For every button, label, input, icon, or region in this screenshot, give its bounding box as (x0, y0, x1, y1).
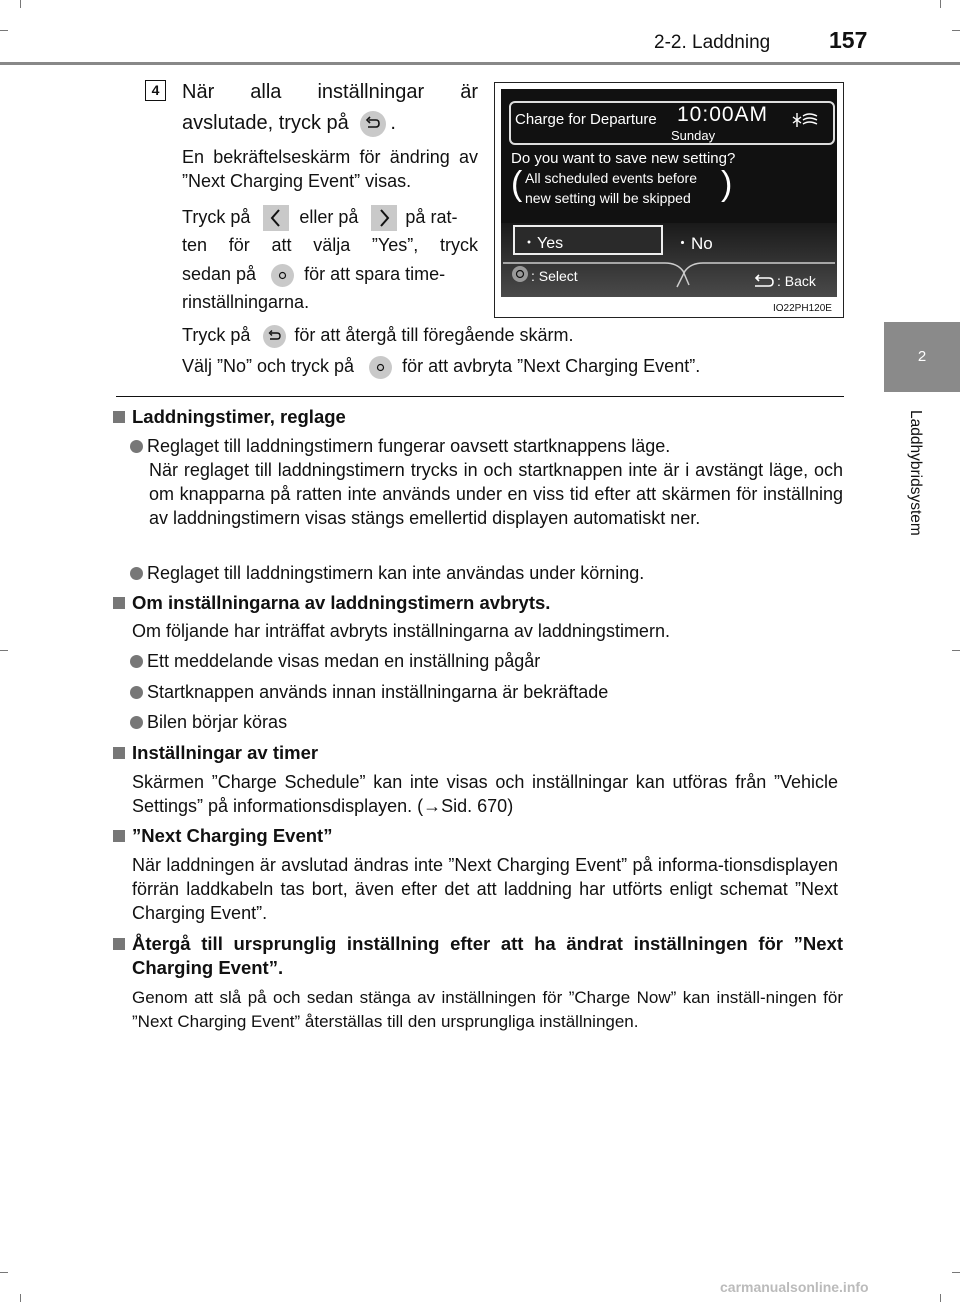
note-2-bullet-3 (130, 710, 850, 734)
step-text: på rat- (405, 207, 458, 227)
crop-mark (952, 650, 960, 651)
step-number: 4 (145, 80, 166, 101)
note-3-title (113, 741, 853, 765)
section-separator (116, 396, 844, 397)
screen-question: Do you want to save new setting? (511, 150, 736, 167)
note-1-bullet-2 (130, 561, 850, 585)
step-line-2 (182, 108, 478, 138)
step-text: Tryck på (182, 207, 251, 227)
screen-day: Sunday (671, 128, 716, 143)
crop-mark (20, 1294, 21, 1302)
step-para-3 (182, 233, 478, 257)
note-2-bullet-1 (130, 649, 850, 673)
step-text: för att avbryta ”Next Charging Event”. (402, 356, 701, 376)
note-5-title (113, 932, 843, 980)
note-3-body: Skärmen ”Charge Schedule” kan inte visas och inställningar kan utföras från ”Vehicle Settings” på informationsdisplayen. (→Sid. 670) (132, 772, 838, 816)
step-para-4 (182, 260, 478, 288)
step-text: avslutade, tryck på (182, 112, 349, 134)
step-para-5: rinställningarna. (182, 292, 310, 312)
step-text: ten för att välja ”Yes”, tryck (182, 235, 478, 255)
page-number: 157 (829, 27, 868, 53)
display-illustration (494, 82, 844, 318)
chevron-left-icon (263, 205, 289, 231)
step-line-1 (182, 77, 478, 107)
note-4-body: När laddningen är avslutad ändras inte ”Next Charging Event” på informa-tionsdisplayen förrän laddkabeln tas bort, även efter det att laddning har utförts enligt schemat ”Next Charging Event”. (132, 855, 838, 923)
step-text: eller på (299, 207, 359, 227)
step-text: Välj ”No” och tryck på (182, 356, 355, 376)
round-bullet-icon (130, 716, 143, 729)
square-bullet-icon (113, 830, 125, 842)
chapter-title: Laddhybridsystem (907, 410, 924, 536)
note-2-bullet-2 (130, 680, 850, 704)
screen-back-icon (751, 273, 777, 291)
section-title: 2-2. Laddning (654, 32, 771, 53)
square-bullet-icon (113, 938, 125, 950)
bullet-text: Bilen börjar köras (147, 712, 288, 732)
climate-icon (791, 107, 821, 133)
note-4-title (113, 824, 853, 848)
crop-mark (0, 1272, 8, 1273)
step-text: . (390, 112, 396, 134)
crop-mark (952, 30, 960, 31)
note-1-bullet-1-line-1 (130, 434, 850, 458)
bullet-text: Reglaget till laddningstimern kan inte användas under körning. (147, 563, 645, 583)
screen-paren: ) (721, 165, 733, 203)
round-bullet-icon (130, 655, 143, 668)
screen-yes-option[interactable] (513, 225, 663, 255)
note-title-text: Återgå till ursprunglig inställning efter att ha ändrat inställningen för ”Next Charging Event”. (132, 933, 843, 978)
note-5-body: Genom att slå på och sedan stänga av inställningen för ”Charge Now” kan inställ-ningen för ”Next Charging Event” återställas till den ursprungliga inställningen. (132, 988, 843, 1031)
round-bullet-icon (130, 440, 143, 453)
back-button-icon (360, 111, 386, 137)
screen-no-option[interactable]: ・No (674, 234, 713, 253)
screen-note-line-1: All scheduled events before (525, 170, 697, 186)
note-1-title (113, 405, 853, 429)
bullet-text: Startknappen används innan inställningarna är bekräftade (147, 682, 609, 702)
note-title-text: Inställningar av timer (132, 742, 319, 763)
watermark: carmanualsonline.info (720, 1279, 869, 1295)
step-text: När alla inställningar är (182, 81, 478, 103)
display-screen (501, 89, 837, 297)
crop-mark (0, 650, 8, 651)
step-text: Tryck på (182, 325, 251, 345)
screen-title: Charge for Departure (515, 111, 657, 128)
screen-select-label: : Select (531, 268, 578, 284)
note-2-body: Om följande har inträffat avbryts inställningarna av laddningstimern. (132, 621, 670, 641)
crop-mark (940, 0, 941, 8)
ok-button-icon (271, 264, 294, 287)
chevron-right-icon (371, 205, 397, 231)
screen-time: 10:00AM (677, 103, 769, 126)
image-code: IO22PH120E (773, 303, 832, 314)
back-button-icon (263, 325, 286, 348)
round-bullet-icon (130, 567, 143, 580)
square-bullet-icon (113, 597, 125, 609)
step-text: för att återgå till föregående skärm. (294, 325, 574, 345)
ok-button-icon (369, 356, 392, 379)
step-text: sedan på (182, 264, 257, 284)
crop-mark (20, 0, 21, 8)
note-1-bullet-1-body: När reglaget till laddningstimern trycks in och startknappen inte är i avstängt läge, och om knapparna på ratten inte används under en viss tid efter att skärmen för inställning av laddningstimern visas stängs emellertid displayen automatiskt ner. (149, 460, 843, 528)
step-para-7 (182, 353, 802, 379)
header-rule (0, 62, 960, 65)
step-note-1: En bekräftelseskärm för ändring av ”Next Charging Event” visas. (182, 147, 478, 191)
note-2-title (113, 591, 853, 615)
round-bullet-icon (130, 686, 143, 699)
yes-label: ・Yes (521, 235, 564, 252)
square-bullet-icon (113, 411, 125, 423)
step-para-2 (182, 203, 478, 231)
square-bullet-icon (113, 747, 125, 759)
crop-mark (952, 1272, 960, 1273)
step-para-6 (182, 322, 782, 348)
bullet-text: Reglaget till laddningstimern fungerar oavsett startknappens läge. (147, 436, 671, 456)
ok-dial-icon (511, 265, 529, 283)
screen-back-label: : Back (777, 273, 816, 289)
crop-mark (0, 30, 8, 31)
note-title-text: ”Next Charging Event” (132, 825, 333, 846)
note-title-text: Laddningstimer, reglage (132, 406, 346, 427)
crop-mark (940, 1294, 941, 1302)
screen-note-line-2: new setting will be skipped (525, 190, 691, 206)
bullet-text: Ett meddelande visas medan en inställning pågår (147, 651, 541, 671)
chapter-tab: 2 (884, 322, 960, 392)
note-title-text: Om inställningarna av laddningstimern avbryts. (132, 592, 551, 613)
step-text: för att spara time- (304, 264, 446, 284)
screen-paren: ( (511, 165, 523, 203)
